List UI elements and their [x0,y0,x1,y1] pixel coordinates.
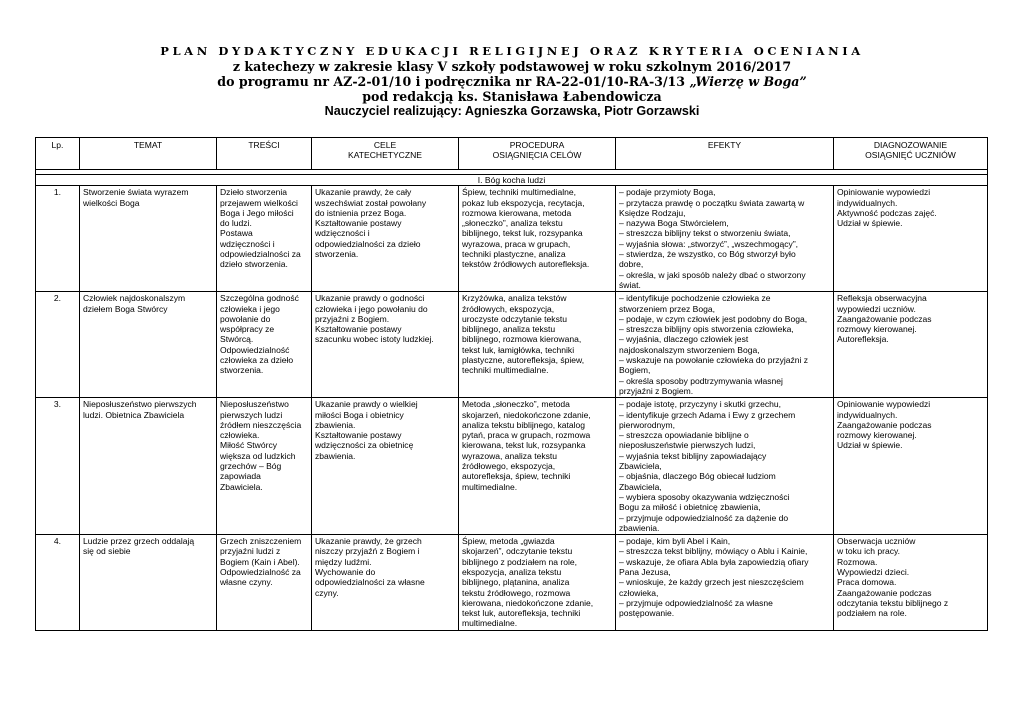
document-title: PLAN DYDAKTYCZNY EDUKACJI RELIGIJNEJ ORAZ KRYTERIA OCENIANIA [160,44,864,58]
table-row [36,186,988,292]
column-header-tresci: TREŚCI [217,138,312,170]
cell-temat: Stworzenie świata wyrazem wielkości Boga [80,186,217,292]
section-row [36,175,988,186]
table-row [36,398,988,535]
cell-cele: Ukazanie prawdy, że cały wszechświat został powołany do istnienia przez Boga. Kształtowanie postawy wdzięczności i odpowiedzialności za dzieło stworzenia. [312,186,459,292]
textbook-title: „Wierzę w Boga” [689,74,807,89]
program-reference [0,74,1024,89]
cell-diagnozowanie: Opiniowanie wypowiedzi indywidualnych. Aktywność podczas zajęć. Udział w śpiewie. [834,186,988,292]
cell-efekty: – podaje istotę, przyczyny i skutki grzechu, – identyfikuje grzech Adama i Ewy z grzechem pierworodnym, – streszcza opowiadanie biblijne o nieposłuszeństwie pierwszych ludzi, – wyjaśnia tekst biblijny zapowiadający Zbawiciela, – objaśnia, dlaczego Bóg obiecał ludziom Zbawiciela, – wybiera sposoby okazywania wdzięczności Bogu za miłość i obietnicę zbawienia, – przyjmuje odpowiedzialność za dążenie do zbawienia. [616,398,834,535]
cell-tresci: Dzieło stworzenia przejawem wielkości Boga i Jego miłości do ludzi. Postawa wdzięczności i odpowiedzialności za dzieło stworzenia. [217,186,312,292]
cell-cele: Ukazanie prawdy o godności człowieka i jego powołaniu do przyjaźni z Bogiem. Kształtowanie postawy szacunku wobec istoty ludzkiej. [312,292,459,398]
column-header-efekty: EFEKTY [616,138,834,170]
column-header-diagnozowanie: DIAGNOZOWANIE OSIĄGNIĘĆ UCZNIÓW [834,138,988,170]
cell-cele: Ukazanie prawdy o wielkiej miłości Boga i obietnicy zbawienia. Kształtowanie postawy wdzięczności za obietnicę zbawienia. [312,398,459,535]
cell-cele: Ukazanie prawdy, że grzech niszczy przyjaźń z Bogiem i między ludźmi. Wychowanie do odpowiedzialności za własne czyny. [312,535,459,631]
cell-procedura: Śpiew, metoda „gwiazda skojarzeń”, odczytanie tekstu biblijnego z podziałem na role, ekspozycja, analiza tekstu biblijnego, plątanina, analiza tekstu źródłowego, rozmowa kierowana, niedokończone zdanie, tekst luk, autorefleksja, techniki multimedialne. [459,535,616,631]
cell-lp: 3. [36,398,80,535]
table-row [36,535,988,631]
column-header-procedura: PROCEDURA OSIĄGNIĘCIA CELÓW [459,138,616,170]
cell-diagnozowanie: Obserwacja uczniów w toku ich pracy. Rozmowa. Wypowiedzi dzieci. Praca domowa. Zaangażowanie podczas odczytania tekstu biblijnego z podziałem na role. [834,535,988,631]
document-subtitle: z katechezy w zakresie klasy V szkoły podstawowej w roku szkolnym 2016/2017 [232,59,792,74]
cell-tresci: Szczególna godność człowieka i jego powołanie do współpracy ze Stwórcą. Odpowiedzialność człowieka za dzieło stworzenia. [217,292,312,398]
cell-lp: 1. [36,186,80,292]
cell-tresci: Grzech zniszczeniem przyjaźni ludzi z Bogiem (Kain i Abel). Odpowiedzialność za własne czyny. [217,535,312,631]
teachers-line: Nauczyciel realizujący: Agnieszka Gorzawska, Piotr Gorzawski [324,104,700,118]
cell-temat: Nieposłuszeństwo pierwszych ludzi. Obietnica Zbawiciela [80,398,217,535]
cell-tresci: Nieposłuszeństwo pierwszych ludzi źródłem nieszczęścia człowieka. Miłość Stwórcy większa od ludzkich grzechów – Bóg zapowiada Zbawiciela. [217,398,312,535]
table-header-row [36,138,988,170]
cell-procedura: Śpiew, techniki multimedialne, pokaz lub ekspozycja, recytacja, rozmowa kierowana, metoda „słoneczko”, analiza tekstu biblijnego, tekst luk, rozsypanka wyrazowa, praca w grupach, techniki plastyczne, analiza tekstów źródłowych autorefleksja. [459,186,616,292]
cell-lp: 2. [36,292,80,398]
cell-efekty: – podaje przymioty Boga, – przytacza prawdę o początku świata zawartą w Księdze Rodzaju, – nazywa Boga Stwórcielem, – streszcza biblijny tekst o stworzeniu świata, – wyjaśnia słowa: „stworzyć”, „wszechmogący”, – stwierdza, że wszystko, co Bóg stworzył było dobre, – określa, w jaki sposób należy dbać o stworzony świat. [616,186,834,292]
document-header [0,44,1024,119]
cell-diagnozowanie: Refleksja obserwacyjna wypowiedzi uczniów. Zaangażowanie podczas rozmowy kierowanej. Autorefleksja. [834,292,988,398]
cell-temat: Ludzie przez grzech oddalają się od siebie [80,535,217,631]
program-reference-text: do programu nr AZ-2-01/10 i podręcznika nr RA-22-01/10-RA-3/13 [217,74,690,89]
column-header-cele: CELE KATECHETYCZNE [312,138,459,170]
column-header-temat: TEMAT [80,138,217,170]
cell-lp: 4. [36,535,80,631]
cell-efekty: – identyfikuje pochodzenie człowieka ze stworzeniem przez Boga, – podaje, w czym człowiek jest podobny do Boga, – streszcza biblijny opis stworzenia człowieka, – wyjaśnia, dlaczego człowiek jest najdoskonalszym stworzeniem Boga, – wskazuje na powołanie człowieka do przyjaźni z Bogiem, – określa sposoby podtrzymywania własnej przyjaźni z Bogiem. [616,292,834,398]
section-title: I. Bóg kocha ludzi [36,175,988,186]
cell-temat: Człowiek najdoskonalszym dziełem Boga Stwórcy [80,292,217,398]
cell-diagnozowanie: Opiniowanie wypowiedzi indywidualnych. Zaangażowanie podczas rozmowy kierowanej. Udział w śpiewie. [834,398,988,535]
cell-procedura: Krzyżówka, analiza tekstów źródłowych, ekspozycja, uroczyste odczytanie tekstu biblijnego, analiza tekstu biblijnego, rozmowa kierowana, tekst luk, łamigłówka, techniki plastyczne, autorefleksja, śpiew, techniki multimedialne. [459,292,616,398]
editor-line: pod redakcją ks. Stanisława Łabendowicza [362,89,662,104]
cell-procedura: Metoda „słoneczko”, metoda skojarzeń, niedokończone zdanie, analiza tekstu biblijnego, katalog pytań, praca w grupach, rozmowa kierowana, tekst luk, rozsypanka wyrazowa, analiza tekstu źródłowego, ekspozycja, autorefleksja, śpiew, techniki multimedialne. [459,398,616,535]
column-header-lp: Lp. [36,138,80,170]
table-row [36,292,988,398]
cell-efekty: – podaje, kim byli Abel i Kain, – streszcza tekst biblijny, mówiący o Ablu i Kainie, – wskazuje, że ofiara Abla była zapowiedzią ofiary Pana Jezusa, – wnioskuje, że każdy grzech jest nieszczęściem człowieka, – przyjmuje odpowiedzialność za własne postępowanie. [616,535,834,631]
plan-table [35,137,988,631]
